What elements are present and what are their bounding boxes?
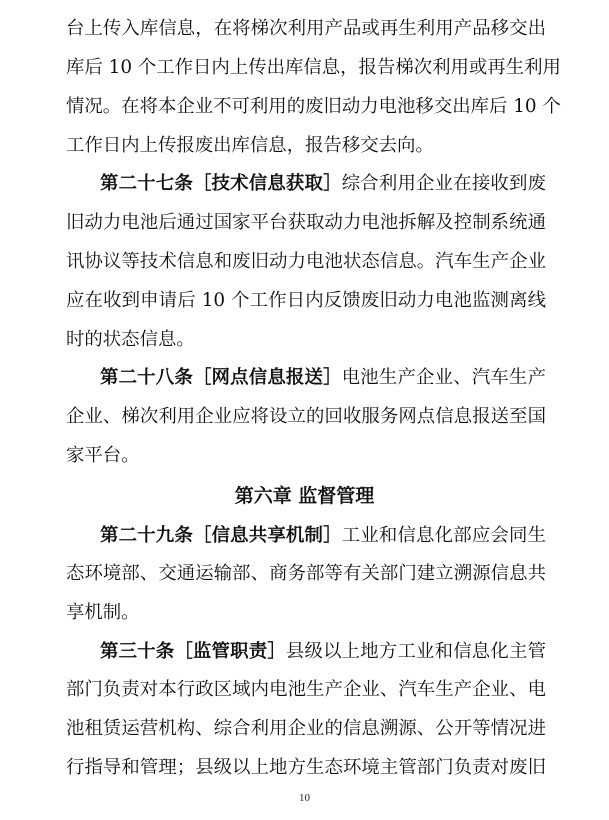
paragraph-line: 讯协议等技术信息和废旧动力电池状态信息。汽车生产企业 xyxy=(66,251,546,272)
article-30-heading: 第三十条［监管职责］ xyxy=(100,641,286,662)
paragraph-line: 工作日内上传报废出库信息，报告移交去向。 xyxy=(66,135,434,156)
article-30-text: 县级以上地方工业和信息化主管 xyxy=(285,641,546,662)
paragraph-line: 库后 10 个工作日内上传出库信息，报告梯次利用或再生利用 xyxy=(66,57,561,78)
page-number: 10 xyxy=(299,792,310,804)
paragraph-line: 应在收到申请后 10 个工作日内反馈废旧动力电池监测离线 xyxy=(66,290,546,311)
paragraph-line: 企业、梯次利用企业应将设立的回收服务网点信息报送至国 xyxy=(66,406,546,427)
paragraph-line: 时的状态信息。 xyxy=(66,329,195,350)
article-27-first-line xyxy=(100,171,546,197)
paragraph-line: 台上传入库信息，在将梯次利用产品或再生利用产品移交出 xyxy=(66,18,546,39)
chapter-heading: 第六章 监督管理 xyxy=(234,485,375,507)
article-28-text: 电池生产企业、汽车生产 xyxy=(341,367,546,388)
article-29-first-line xyxy=(100,523,546,549)
article-27-heading: 第二十七条［技术信息获取］ xyxy=(100,173,342,194)
paragraph-line: 享机制。 xyxy=(66,602,140,623)
paragraph-line: 旧动力电池后通过国家平台获取动力电池拆解及控制系统通 xyxy=(66,212,546,233)
paragraph-line: 家平台。 xyxy=(66,445,140,466)
article-29-text: 工业和信息化部应会同生 xyxy=(341,525,546,546)
paragraph-line: 部门负责对本行政区域内电池生产企业、汽车生产企业、电 xyxy=(66,679,546,700)
paragraph-line: 态环境部、交通运输部、商务部等有关部门建立溯源信息共 xyxy=(66,563,546,584)
article-27-text: 综合利用企业在接收到废 xyxy=(341,173,546,194)
paragraph-line: 行指导和管理；县级以上地方生态环境主管部门负责对废旧 xyxy=(66,757,546,778)
article-30-first-line xyxy=(100,639,546,665)
paragraph-line: 情况。在将本企业不可利用的废旧动力电池移交出库后 10 个 xyxy=(66,96,561,117)
paragraph-line: 池租赁运营机构、综合利用企业的信息溯源、公开等情况进 xyxy=(66,718,546,739)
article-29-heading: 第二十九条［信息共享机制］ xyxy=(100,525,342,546)
article-28-heading: 第二十八条［网点信息报送］ xyxy=(100,367,342,388)
article-28-first-line xyxy=(100,365,546,391)
